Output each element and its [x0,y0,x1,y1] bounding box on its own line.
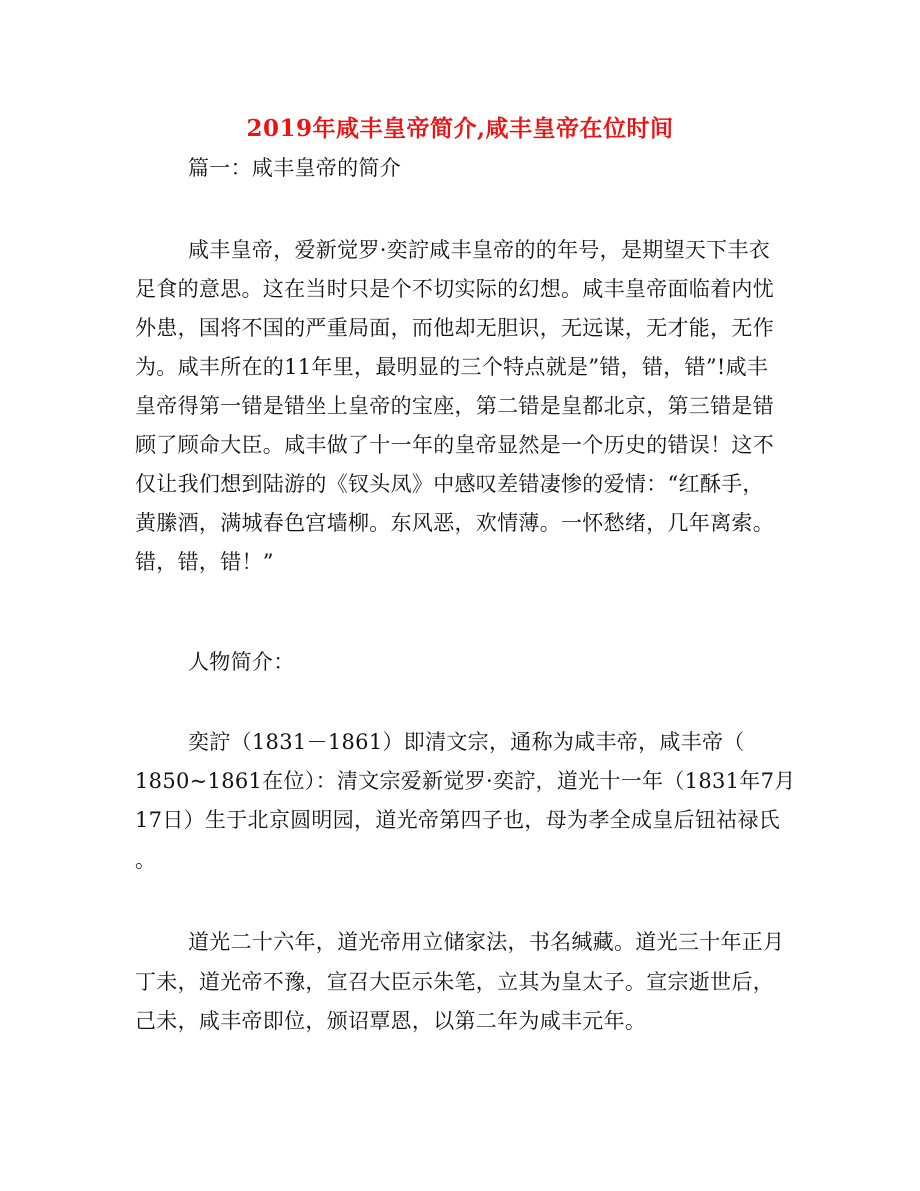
paragraph-line: 丁未，道光帝不豫，宣召大臣示朱笔，立其为皇太子。宣宗逝世后， [135,970,774,994]
paragraph-line: 。 [135,848,157,872]
document-title: 2019年咸丰皇帝简介,咸丰皇帝在位时间 [246,115,674,142]
paragraph-line: 己未，咸丰帝即位，颁诏覃恩，以第二年为咸丰元年。 [135,1009,647,1033]
paragraph-line: 仅让我们想到陆游的《钗头凤》中感叹差错凄惨的爱情：“红酥手， [135,472,764,496]
paragraph-line: 顾了顾命大臣。咸丰做了十一年的皇帝显然是一个历史的错误！这不 [135,433,774,457]
subheading: 人物简介： [188,650,295,674]
paragraph-line: 错，错，错！” [135,550,274,574]
paragraph-line: 道光二十六年，道光帝用立储家法，书名缄藏。道光三十年正月 [188,930,785,954]
paragraph-line: 奕詝（1831－1861）即清文宗，通称为咸丰帝，咸丰帝（ [188,730,745,754]
paragraph-line: 皇帝得第一错是错坐上皇帝的宝座，第二错是皇都北京，第三错是错 [135,394,774,418]
paragraph-line: 足食的意思。这在当时只是个不切实际的幻想。咸丰皇帝面临着内忧 [135,277,774,301]
paragraph-line: 黄縢酒，满城春色宫墙柳。东风恶，欢情薄。一怀愁绪，几年离索。 [135,511,774,535]
section-heading: 篇一：咸丰皇帝的简介 [188,156,401,180]
paragraph-line: 为。咸丰所在的11年里，最明显的三个特点就是”错，错，错”!咸丰 [135,355,769,379]
paragraph-line: 1850~1861在位）：清文宗爱新觉罗·奕詝，道光十一年（1831年7月 [135,769,796,793]
paragraph-line: 咸丰皇帝，爱新觉罗·奕詝咸丰皇帝的的年号，是期望天下丰衣 [188,238,771,262]
paragraph-line: 17日）生于北京圆明园，道光帝第四子也，母为孝全成皇后钮祜禄氏 [135,808,781,832]
paragraph-line: 外患，国将不国的严重局面，而他却无胆识，无远谋，无才能，无作 [135,316,774,340]
